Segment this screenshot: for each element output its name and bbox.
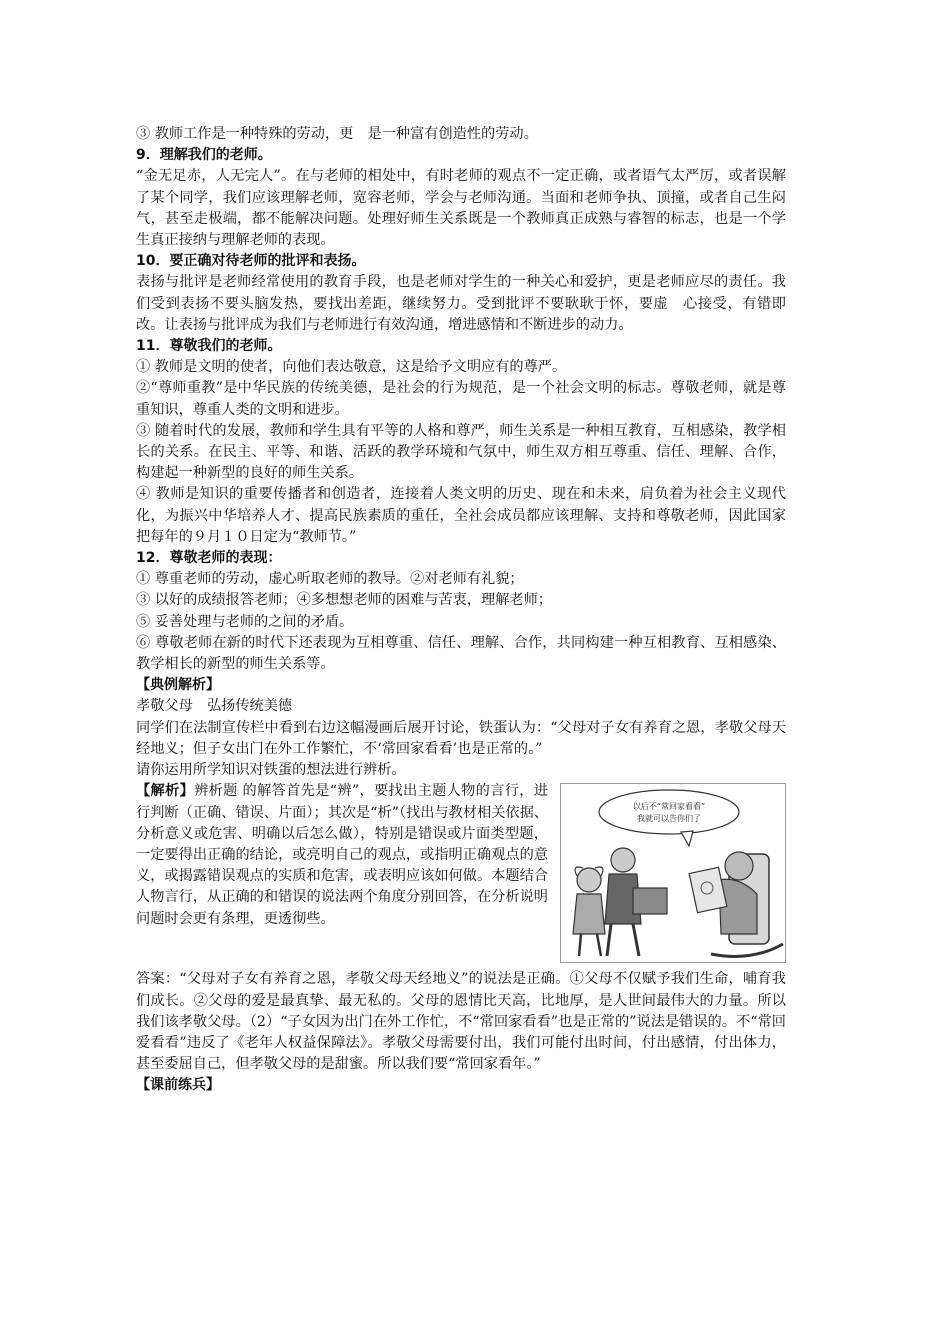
- point-3-teacher-work: ③ 教师工作是一种特殊的劳动，更 是一种富有创造性的劳动。: [136, 126, 538, 142]
- analysis-label: 【解析】: [136, 783, 195, 800]
- paragraph-11-3: ③ 随着时代的发展，教师和学生具有平等的人格和尊严，师生关系是一种相互教育，互相感染，教学相长的关系。在民主、平等、和谐、活跃的教学环境和气氛中，师生双方相互尊重、信任、理解、合作，构建起一种新型的良好的师生关系。: [136, 422, 786, 482]
- speech-bubble-line-2: 我就可以告你们了: [637, 814, 701, 824]
- paragraph-11-4: ④ 教师是知识的重要传播者和创造者，连接着人类文明的历史、现在和未来，肩负着为社会主义现代化，为振兴中华培养人才、提高民族素质的重任，全社会成员都应该理解、支持和尊敬老师，因此国家把每年的９月１０日定为“教师节。”: [136, 486, 786, 545]
- heading-9: 9．理解我们的老师。: [136, 147, 272, 164]
- paragraph-10: 表扬与批评是老师经常使用的教育手段，也是老师对学生的一种关心和爱护，更是老师应尽的责任。我们受到表扬不要头脑发热，要找出差距，继续努力。受到批评不要耿耿于怀，要虚 心接受，有错即改。让表扬与批评成为我们与老师进行有效沟通，增进感情和不断进步的动力。: [136, 274, 786, 333]
- speech-bubble-line-1: 以后不“常回家看看”: [632, 802, 706, 812]
- paragraph-12-1: ① 尊重老师的劳动，虚心听取老师的教导。②对老师有礼貌；: [136, 571, 524, 588]
- paragraph-12-4: ⑥ 尊敬老师在新的时代下还表现为互相尊重、信任、理解、合作，共同构建一种互相教育、互相感染、教学相长的新型的师生关系等。: [136, 634, 786, 673]
- heading-12: 12．尊敬老师的表现：: [136, 550, 282, 567]
- heading-11: 11．尊敬我们的老师。: [136, 338, 282, 355]
- analysis-block: [136, 781, 786, 969]
- paragraph-9: “金无足赤，人无完人”。在与老师的相处中，有时老师的观点不一定正确，或者语气太严厉，或者误解了某个同学，我们应该理解老师，宽容老师，学会与老师沟通。当面和老师争执、顶撞，或者自己生闷气，甚至走极端，都不能解决问题。处理好师生关系既是一个教师真正成熟与睿智的标志，也是一个学生真正接纳与理解老师的表现。: [136, 168, 786, 249]
- document-page: [136, 124, 786, 1097]
- cartoon-drawing: [561, 784, 785, 962]
- example-question: 同学们在法制宣传栏中看到右边这幅漫画后展开讨论，铁蛋认为：“父母对子女有养育之恩，孝敬父母天经地义；但子女出门在外工作繁忙，不‘常回家看看’也是正常的。”: [136, 719, 786, 757]
- cartoon-image: [560, 783, 786, 963]
- heading-example-analysis: 【典例解析】: [136, 677, 220, 694]
- example-ask: 请你运用所学知识对铁蛋的想法进行辨析。: [136, 762, 406, 779]
- answer-paragraph: 答案：“父母对子女有养育之恩，孝敬父母天经地义”的说法是正确。①父母不仅赋予我们生命，哺育我们成长。②父母的爱是最真挚、最无私的。父母的恩情比天高，比地厚，是人世间最伟大的力量。所以我们该孝敬父母。（2）“子女因为出门在外工作忙，不“常回家看看”也是正常的”说法是错误的。不“常回爱看看”违反了《老年人权益保障法》。孝敬父母需要付出，我们可能付出时间，付出感情，付出体力，甚至委屈自己，但孝敬父母的是甜蜜。所以我们要“常回家看年。”: [136, 971, 786, 1073]
- heading-10: 10．要正确对待老师的批评和表扬。: [136, 253, 366, 270]
- heading-practice: 【课前练兵】: [136, 1077, 220, 1094]
- paragraph-11-1: ① 教师是文明的使者，向他们表达敬意，这是给予文明应有的尊严。: [136, 359, 567, 376]
- paragraph-11-2: ②“尊师重教”是中华民族的传统美德，是社会的行为规范，是一个社会文明的标志。尊敬老师，就是尊重知识，尊重人类的文明和进步。: [136, 380, 786, 418]
- paragraph-12-2: ③ 以好的成绩报答老师；④多想想老师的困难与苦衷，理解老师；: [136, 592, 552, 609]
- paragraph-12-3: ⑤ 妥善处理与老师的之间的矛盾。: [136, 613, 354, 630]
- example-title: 孝敬父母 弘扬传统美德: [136, 698, 293, 715]
- analysis-text: 辨析题 的解答首先是“辨”，要找出主题人物的言行，进行判断（正确、错误、片面）；其次是“析”（找出与教材相关依据、分析意义或危害、明确以后怎么做），特别是错误或片面类型题，一定要得出正确的结论，或亮明自己的观点，或指明正确观点的意义，或揭露错误观点的实质和危害，或表明应该如何做。本题结合人物言行，从正确的和错误的说法两个角度分别回答，在分析说明问题时会更有条理，更透彻些。: [136, 783, 548, 927]
